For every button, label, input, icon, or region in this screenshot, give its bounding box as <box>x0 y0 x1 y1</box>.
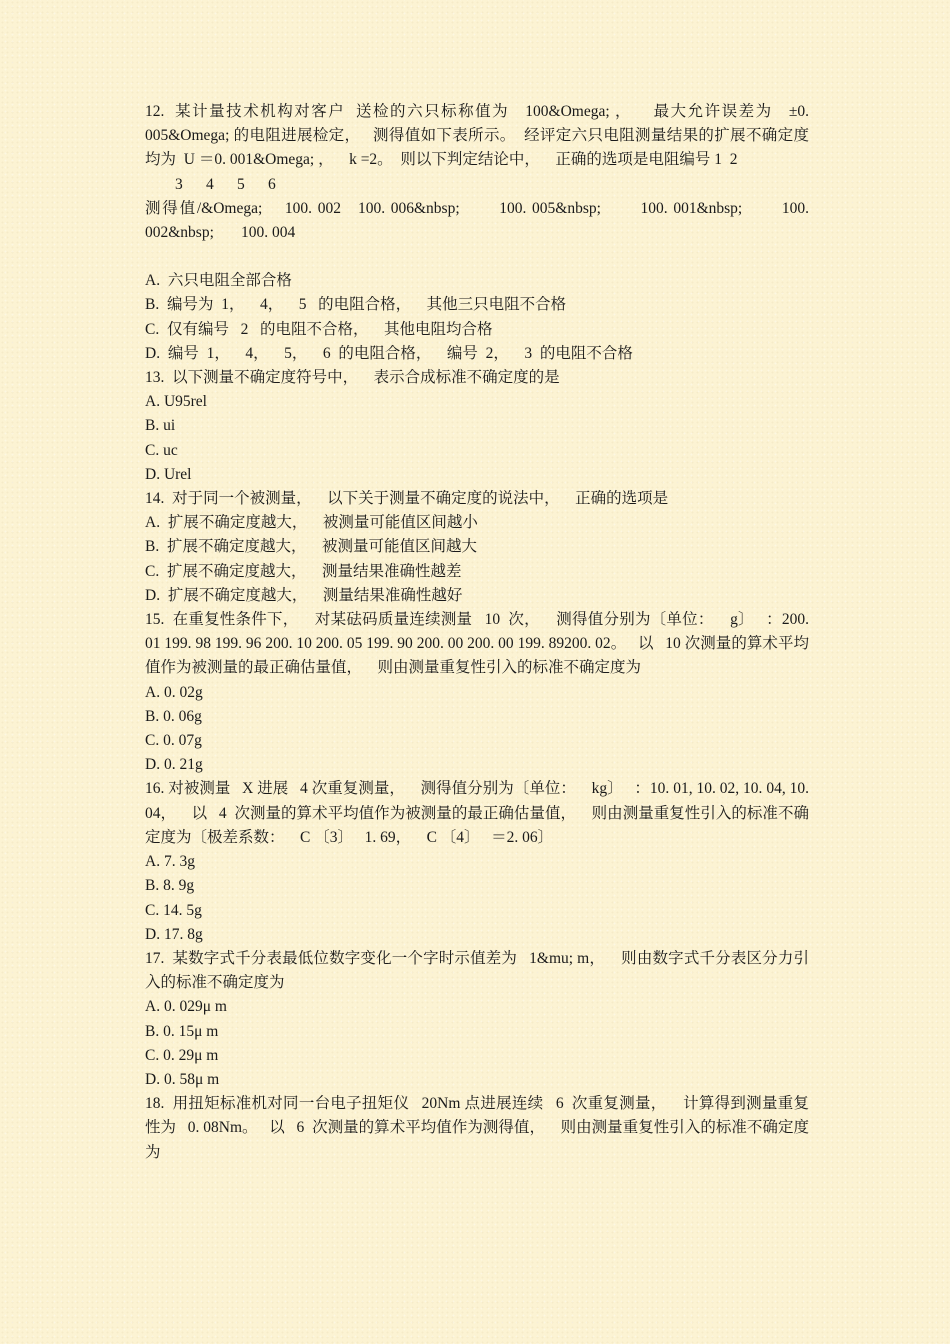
question-12-table-values: 测得值/&Omega; 100. 002 100. 006&nbsp; 100. 005&nbsp; 100. 001&nbsp; 100. 002&nbsp; 100. 004 <box>145 199 813 242</box>
question-16-option-b: B. 8. 9g <box>145 877 195 895</box>
question-14-option-a: A. 扩展不确定度越大， 被测量可能值区间越小 <box>145 514 478 532</box>
question-14-stem: 14. 对于同一个被测量， 以下关于测量不确定度的说法中， 正确的选项是 <box>145 490 669 508</box>
question-17-option-a: A. 0. 029μ m <box>145 998 227 1016</box>
question-12-option-c: C. 仅有编号 2 的电阻不合格， 其他电阻均合格 <box>145 320 493 338</box>
question-12-stem: 12. 某计量技术机构对客户 送检的六只标称值为 100&Omega; ， 最大允许误差为 ±0. 005&Omega; 的电阻进展检定， 测得值如下表所示。 经评定六只电阻测量结果的扩展不确定度均为 U ＝0. 001&Omega; ， k =2。 则以下判定结论中， 正确的选项是电阻编号 1 2 <box>145 103 813 169</box>
question-14-option-c: C. 扩展不确定度越大， 测量结果准确性越差 <box>145 562 462 580</box>
question-13-option-c: C. uc <box>145 441 178 459</box>
question-17-stem: 17. 某数字式千分表最低位数字变化一个字时示值差为 1&mu; m， 则由数字式千分表区分力引入的标准不确定度为 <box>145 949 809 992</box>
question-12-option-a: A. 六只电阻全部合格 <box>145 272 292 290</box>
question-15-option-c: C. 0. 07g <box>145 732 202 750</box>
question-13-option-b: B. ui <box>145 417 176 435</box>
question-12-option-d: D. 编号 1， 4， 5， 6 的电阻合格， 编号 2， 3 的电阻不合格 <box>145 344 633 362</box>
question-17-option-d: D. 0. 58μ m <box>145 1070 220 1088</box>
question-16-option-a: A. 7. 3g <box>145 853 195 871</box>
question-13-option-a: A. U95rel <box>145 393 207 411</box>
document-page <box>145 100 813 1165</box>
question-18-stem: 18. 用扭矩标准机对同一台电子扭矩仪 20Nm 点进展连续 6 次重复测量， 计算得到测量重复性为 0. 08Nm。 以 6 次测量的算术平均值作为测得值， 则由测量重复性引入的标准不确定度为 <box>145 1095 809 1161</box>
question-15-option-d: D. 0. 21g <box>145 756 203 774</box>
question-17-option-b: B. 0. 15μ m <box>145 1022 219 1040</box>
question-13-stem: 13. 以下测量不确定度符号中， 表示合成标准不确定度的是 <box>145 369 560 387</box>
question-15-stem: 15. 在重复性条件下， 对某砝码质量连续测量 10 次， 测得值分别为〔单位： g〕 ：200. 01 199. 98 199. 96 200. 10 200. 05 199. 90 200. 00 200. 00 199. 89200. 02。 以 10 次测量的算术平均值作为被测量的最正确估量值， 则由测量重复性引入的标准不确定度为 <box>145 611 813 677</box>
question-15-option-b: B. 0. 06g <box>145 707 202 725</box>
question-12-table-header: 3 4 5 6 <box>175 175 276 193</box>
question-13-option-d: D. Urel <box>145 465 192 483</box>
spacer <box>145 245 809 269</box>
question-14-option-d: D. 扩展不确定度越大， 测量结果准确性越好 <box>145 586 463 604</box>
question-16-stem: 16. 对被测量 X 进展 4 次重复测量， 测得值分别为〔单位： kg〕 ：10. 01, 10. 02, 10. 04, 10. 04， 以 4 次测量的算术平均值作为被测量的最正确估量值， 则由测量重复性引入的标准不确定度为〔极差系数： C 〔3〕 1. 69， C 〔4〕 ＝2. 06〕 <box>145 780 813 846</box>
question-17-option-c: C. 0. 29μ m <box>145 1046 219 1064</box>
question-15-option-a: A. 0. 02g <box>145 683 203 701</box>
question-14-option-b: B. 扩展不确定度越大， 被测量可能值区间越大 <box>145 538 477 556</box>
question-16-option-d: D. 17. 8g <box>145 925 203 943</box>
question-12-option-b: B. 编号为 1， 4， 5 的电阻合格， 其他三只电阻不合格 <box>145 296 567 314</box>
question-16-option-c: C. 14. 5g <box>145 901 202 919</box>
